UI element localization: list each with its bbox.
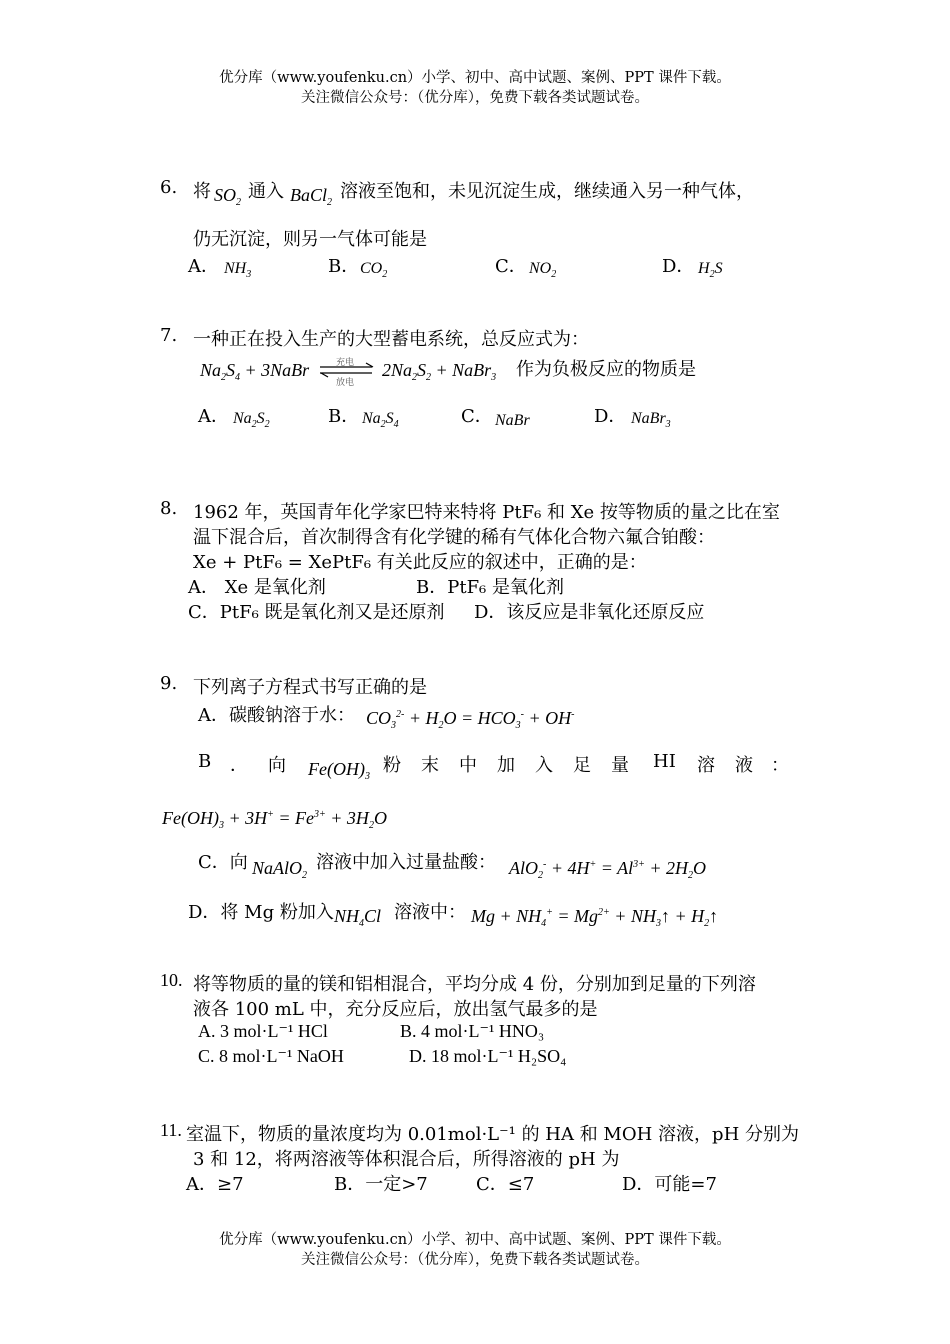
option-b-formula: $Na_2S_4$ bbox=[362, 410, 399, 430]
option-b-char: 向 bbox=[268, 755, 286, 776]
option-c: C．≤7 bbox=[476, 1174, 535, 1195]
question-text: 1962 年，英国青年化学家巴特来特将 PtF₆ 和 Xe 按等物质的量之比在室 bbox=[193, 502, 780, 523]
question-text: 室温下，物质的量浓度均为 0.01mol·L⁻¹ 的 HA 和 MOH 溶液，pH 分别为 bbox=[186, 1124, 799, 1145]
option-b-char: 溶 bbox=[697, 755, 715, 776]
option-a: A．≥7 bbox=[186, 1174, 244, 1195]
question-text: 3 和 12，将两溶液等体积混合后，所得溶液的 pH 为 bbox=[193, 1149, 620, 1170]
question-number: 11. bbox=[160, 1120, 182, 1140]
option-label: B． bbox=[328, 406, 360, 427]
question-text: 温下混合后，首次制得含有化学键的稀有气体化合物六氟合铂酸： bbox=[193, 527, 715, 548]
option-a-formula: $Na_2S_2$ bbox=[233, 410, 270, 430]
option-b-char: HI bbox=[653, 751, 676, 772]
question-text: 一种正在投入生产的大型蓄电系统，总反应式为： bbox=[193, 329, 589, 350]
option-b-char: 液 bbox=[735, 755, 753, 776]
question-text: 液各 100 mL 中，充分反应后，放出氢气最多的是 bbox=[193, 999, 598, 1020]
footer-line-1: 优分库（www.youfenku.cn）小学、初中、高中试题、案例、PPT 课件下载。 bbox=[219, 1232, 731, 1248]
option-b-char: 足 bbox=[573, 755, 591, 776]
question-text: 将 bbox=[193, 181, 211, 202]
option-c-equation: $AlO_2^- + 4H^+ = Al^{3+} + 2H_2O$ bbox=[509, 858, 706, 881]
option-c-formula: NaBr bbox=[495, 412, 530, 429]
formula-naalo2: NaAlO$_2$ bbox=[252, 858, 308, 881]
formula-fe-oh-3: $Fe(OH)_3$ bbox=[308, 759, 370, 782]
option-b: B．一定>7 bbox=[334, 1174, 428, 1195]
option-c: C．PtF₆ 既是氧化剂又是还原剂 bbox=[188, 602, 445, 623]
option-d: D. 18 mol·L⁻¹ H₂SO₄ bbox=[409, 1046, 567, 1066]
question-number: 7. bbox=[160, 325, 178, 346]
option-b-char: 加 bbox=[497, 755, 515, 776]
option-b-char: 末 bbox=[421, 755, 439, 776]
option-label: C． bbox=[495, 256, 527, 277]
option-d-formula: NaBr$_3$ bbox=[631, 410, 671, 430]
option-label: D． bbox=[594, 406, 627, 427]
formula-nh4cl: $NH_4Cl$ bbox=[334, 906, 382, 929]
option-label: D． bbox=[662, 256, 695, 277]
option-a: A. 3 mol·L⁻¹ HCl bbox=[198, 1021, 328, 1041]
option-b: B. 4 mol·L⁻¹ HNO₃ bbox=[400, 1021, 545, 1041]
option-c-formula: $NO_2$ bbox=[529, 260, 557, 280]
question-text: 通入 bbox=[248, 181, 284, 202]
question-text: 下列离子方程式书写正确的是 bbox=[193, 677, 427, 698]
question-text: 作为负极反应的物质是 bbox=[516, 359, 696, 380]
option-b: B．PtF₆ 是氧化剂 bbox=[416, 577, 564, 598]
question-text: Xe + PtF₆ = XePtF₆ 有关此反应的叙述中，正确的是： bbox=[193, 552, 647, 573]
option-b-char: 入 bbox=[535, 755, 553, 776]
formula-so2: $SO_2$ bbox=[214, 185, 241, 208]
option-a-formula: $NH_3$ bbox=[224, 260, 252, 280]
option-d-equation: $Mg + NH_4^+ = Mg^{2+}$ + $NH_3↑$ + $H_2↑$ bbox=[471, 906, 719, 929]
option-d: D．该反应是非氧化还原反应 bbox=[474, 602, 705, 623]
equation-left: $Na_2S_4$ + 3NaBr bbox=[200, 360, 310, 383]
option-b-char: 量 bbox=[611, 755, 629, 776]
question-number: 10. bbox=[160, 970, 183, 990]
option-b-char: ． bbox=[230, 755, 248, 776]
question-number: 9. bbox=[160, 673, 178, 694]
question-number: 8. bbox=[160, 498, 178, 519]
header-line-1: 优分库（www.youfenku.cn）小学、初中、高中试题、案例、PPT 课件下载。 bbox=[219, 70, 731, 86]
option-b-char: 粉 bbox=[383, 755, 401, 776]
option-c-mid: 溶液中加入过量盐酸： bbox=[316, 852, 496, 873]
option-label: A． bbox=[198, 406, 229, 427]
option-b-char: 中 bbox=[459, 755, 477, 776]
option-a: A． Xe 是氧化剂 bbox=[188, 577, 326, 598]
question-text: 溶液至饱和，未见沉淀生成，继续通入另一种气体， bbox=[340, 181, 754, 202]
formula-bacl2: BaCl$_2$ bbox=[290, 185, 333, 208]
option-d-lead: D．将 Mg 粉加入 bbox=[188, 902, 334, 923]
footer-line-2: 关注微信公众号：（优分库），免费下载各类试题试卷。 bbox=[301, 1252, 649, 1268]
option-b-char: ： bbox=[771, 755, 789, 776]
question-text: 将等物质的量的镁和铝相混合，平均分成 4 份，分别加到足量的下列溶 bbox=[193, 974, 756, 995]
option-a-equation: $CO_3^{2-} + H_2O = HCO_3^- + OH^-$ bbox=[366, 708, 575, 731]
option-a-lead: A．碳酸钠溶于水： bbox=[198, 705, 355, 726]
option-b-formula: $CO_2$ bbox=[360, 260, 388, 280]
option-label: A． bbox=[188, 256, 219, 277]
question-text: 仍无沉淀，则另一气体可能是 bbox=[193, 229, 427, 250]
option-d-formula: $H_2S$ bbox=[698, 260, 723, 280]
question-number: 6. bbox=[160, 177, 178, 198]
arrow-bottom-label: 放电 bbox=[336, 378, 355, 388]
option-c: C. 8 mol·L⁻¹ NaOH bbox=[198, 1046, 344, 1066]
option-b-char: B bbox=[198, 751, 212, 772]
option-d: D．可能=7 bbox=[622, 1174, 717, 1195]
option-b-equation: $Fe(OH)_3 + 3H^+ = Fe^{3+} + 3H_2O$ bbox=[162, 808, 387, 831]
option-c-lead: C．向 bbox=[198, 852, 248, 873]
option-label: B． bbox=[328, 256, 360, 277]
arrow-top-label: 充电 bbox=[336, 358, 355, 368]
option-label: C． bbox=[461, 406, 493, 427]
option-d-mid: 溶液中： bbox=[394, 902, 466, 923]
equation-right: $2Na_2S_2$ + NaBr$_3$ bbox=[382, 360, 497, 383]
header-line-2: 关注微信公众号：（优分库），免费下载各类试题试卷。 bbox=[301, 90, 649, 106]
